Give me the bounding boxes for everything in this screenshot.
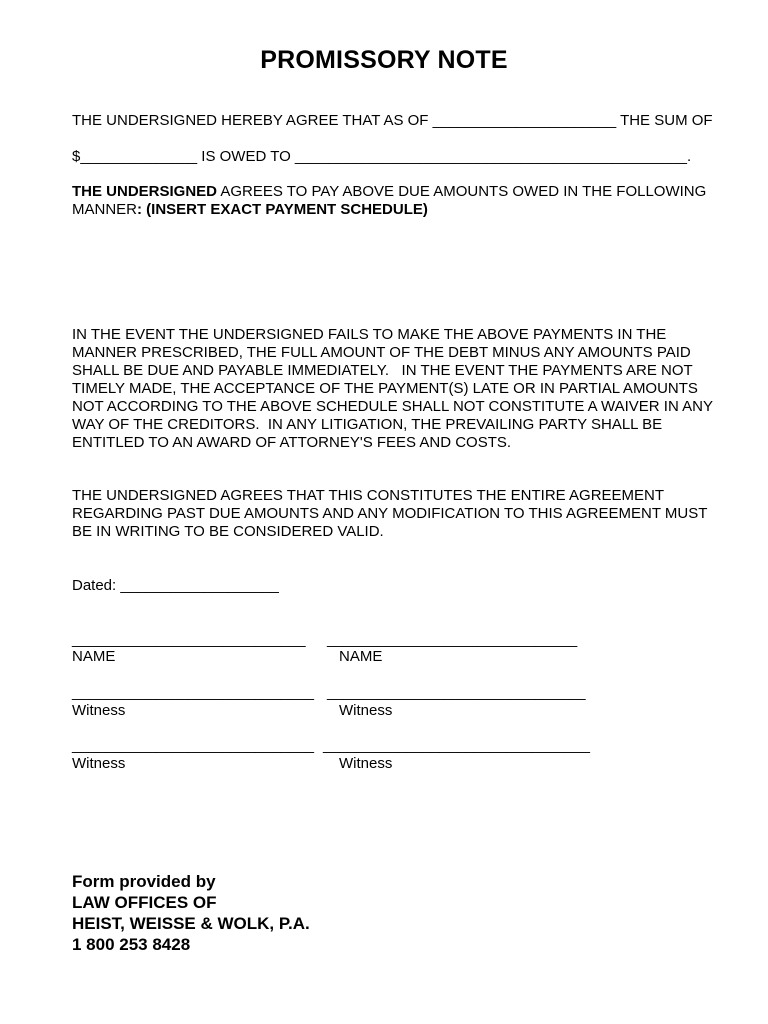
- signature-line-name-right: ______________________________: [327, 631, 578, 648]
- default-clause-line: WAY OF THE CREDITORS. IN ANY LITIGATION, THE PREVAILING PARTY SHALL BE: [72, 416, 663, 433]
- witness-label-right-2: Witness: [339, 755, 393, 772]
- payment-schedule-instruction: : (INSERT EXACT PAYMENT SCHEDULE): [137, 201, 428, 218]
- footer-firm-name: HEIST, WEISSE & WOLK, P.A.: [72, 914, 310, 933]
- entire-agreement-line: BE IN WRITING TO BE CONSIDERED VALID.: [72, 523, 384, 540]
- witness-label-left-2: Witness: [72, 755, 126, 772]
- entire-agreement-paragraph: [72, 487, 732, 541]
- payment-line-1: [72, 183, 732, 201]
- payment-text-2: MANNER: [72, 201, 138, 218]
- signature-line-name-left: ____________________________: [72, 631, 306, 648]
- default-clause-line: TIMELY MADE, THE ACCEPTANCE OF THE PAYMENT(S) LATE OR IN PARTIAL AMOUNTS: [72, 380, 698, 397]
- amount-owed-line: $______________ IS OWED TO _______________________________________________.: [72, 148, 692, 165]
- default-clause-paragraph: [72, 326, 732, 452]
- signature-label-name-right: NAME: [339, 648, 383, 665]
- payment-bold-lead: THE UNDERSIGNED: [72, 183, 218, 200]
- payment-schedule-paragraph: [72, 183, 732, 219]
- default-clause-line: MANNER PRESCRIBED, THE FULL AMOUNT OF THE DEBT MINUS ANY AMOUNTS PAID: [72, 344, 691, 361]
- footer-line: Form provided by: [72, 872, 216, 891]
- entire-agreement-line: REGARDING PAST DUE AMOUNTS AND ANY MODIFICATION TO THIS AGREEMENT MUST: [72, 505, 708, 522]
- witness-line-right-1: _______________________________: [327, 684, 586, 701]
- dated-line: Dated: ___________________: [72, 577, 279, 594]
- witness-line-right-2: ________________________________: [323, 737, 590, 754]
- payment-line-2: [72, 201, 732, 219]
- footer-law-offices: LAW OFFICES OF: [72, 893, 217, 912]
- agreement-date-sum-line: THE UNDERSIGNED HEREBY AGREE THAT AS OF ______________________ THE SUM OF: [72, 112, 713, 129]
- payment-text-1: AGREES TO PAY ABOVE DUE AMOUNTS OWED IN THE FOLLOWING: [217, 183, 707, 200]
- default-clause-line: ENTITLED TO AN AWARD OF ATTORNEY'S FEES AND COSTS.: [72, 434, 512, 451]
- signature-label-name-left: NAME: [72, 648, 116, 665]
- default-clause-line: SHALL BE DUE AND PAYABLE IMMEDIATELY. IN THE EVENT THE PAYMENTS ARE NOT: [72, 362, 693, 379]
- witness-line-left-1: _____________________________: [72, 684, 314, 701]
- document-title: PROMISSORY NOTE: [260, 46, 508, 74]
- form-provider-block: [72, 871, 310, 955]
- default-clause-line: IN THE EVENT THE UNDERSIGNED FAILS TO MAKE THE ABOVE PAYMENTS IN THE: [72, 326, 667, 343]
- witness-line-left-2: _____________________________: [72, 737, 314, 754]
- entire-agreement-line: THE UNDERSIGNED AGREES THAT THIS CONSTITUTES THE ENTIRE AGREEMENT: [72, 487, 665, 504]
- witness-label-left-1: Witness: [72, 702, 126, 719]
- witness-label-right-1: Witness: [339, 702, 393, 719]
- footer-phone: 1 800 253 8428: [72, 935, 191, 954]
- default-clause-line: NOT ACCORDING TO THE ABOVE SCHEDULE SHALL NOT CONSTITUTE A WAIVER IN ANY: [72, 398, 713, 415]
